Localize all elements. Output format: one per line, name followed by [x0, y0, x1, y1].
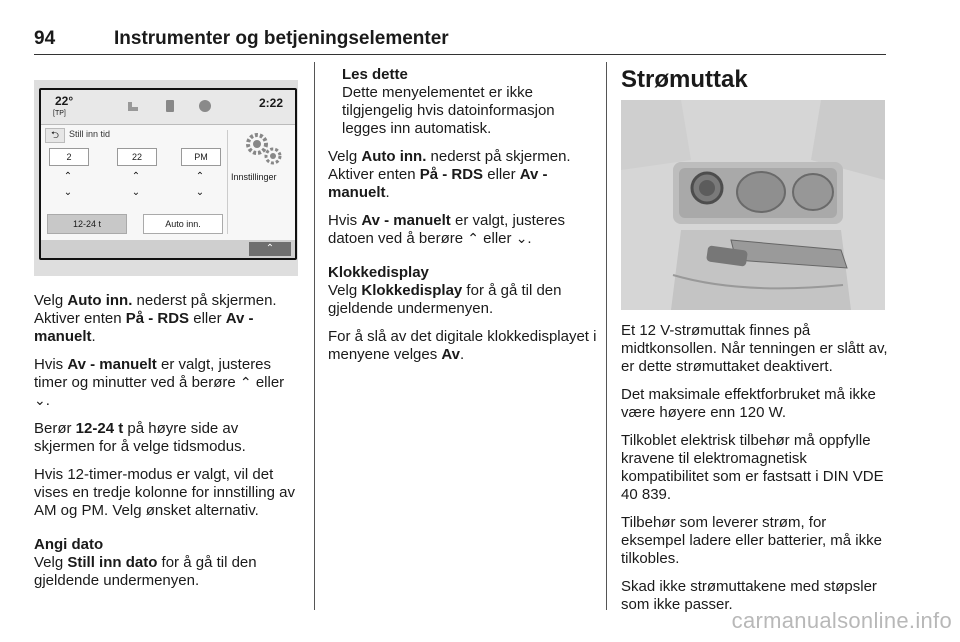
screen-divider — [227, 130, 228, 234]
minute-up-icon[interactable]: ⌃ — [131, 171, 141, 182]
subheading-angi-dato: Angi dato — [34, 536, 104, 553]
note-box — [342, 66, 598, 138]
settings-label[interactable]: Innstillinger — [231, 172, 277, 182]
paragraph: Et 12 V-strømuttak finnes på midtkonsollen. Når tenningen er slått av, er dette strømuttaket deaktivert. — [621, 322, 888, 375]
paragraph: Velg Auto inn. nederst på skjermen. Aktiver enten På - RDS eller Av - manuelt. — [328, 148, 571, 201]
infotainment-screen — [39, 88, 297, 260]
ampm-down-icon[interactable]: ⌄ — [195, 187, 205, 198]
paragraph: Skad ikke strømuttakene med støpsler som ikke passer. — [621, 578, 877, 613]
ampm-field: PM — [181, 148, 221, 166]
note-text: Dette menyelementet er ikke tilgjengelig hvis datoinformasjon legges inn automatisk. — [342, 84, 555, 137]
paragraph: For å slå av det digitale klokkedisplayet i menyene velges Av. — [328, 328, 597, 363]
status-bar — [41, 90, 295, 125]
note-title: Les dette — [342, 66, 408, 83]
hour-field: 2 — [49, 148, 89, 166]
hour-up-icon[interactable]: ⌃ — [63, 171, 73, 182]
paragraph: Tilkoblet elektrisk tilbehør må oppfylle kravene til elektromagnetisk kompatibilitet som er fastsatt i DIN VDE 40 839. — [621, 432, 884, 503]
console-illustration — [621, 100, 885, 310]
globe-icon — [199, 100, 211, 112]
column-1 — [34, 292, 302, 600]
paragraph: Tilbehør som leverer strøm, for eksempel ladere eller batterier, må ikke tilkobles. — [621, 514, 882, 567]
section-title: Strømuttak — [621, 66, 748, 93]
page-number: 94 — [34, 28, 56, 49]
tp-indicator: [TP] — [53, 110, 66, 117]
clock-settings-figure — [34, 80, 298, 276]
paragraph: Hvis 12-timer-modus er valgt, vil det vises en tredje kolonne for innstilling av AM og PM. Velg ønsket alternativ. — [34, 466, 295, 519]
12-24-button[interactable]: 12-24 t — [47, 214, 127, 234]
power-outlet-figure — [621, 100, 885, 310]
column-divider-left — [314, 62, 315, 610]
minute-field: 22 — [117, 148, 157, 166]
gears-icon[interactable] — [241, 130, 287, 170]
paragraph: Velg Still inn dato for å gå til den gjeldende undermenyen. — [34, 554, 257, 589]
up-arrow-icon: ⌃ — [467, 231, 479, 247]
down-arrow-icon: ⌄ — [34, 393, 46, 409]
paragraph: Det maksimale effektforbruket må ikke være høyere enn 120 W. — [621, 386, 876, 421]
paragraph: Berør 12-24 t på høyre side av skjermen for å velge tidsmodus. — [34, 420, 246, 455]
column-2 — [328, 66, 598, 374]
paragraph: Velg Klokkedisplay for å gå til den gjeldende undermenyen. — [328, 282, 562, 317]
back-icon[interactable]: ⮌ — [45, 128, 65, 143]
watermark: carmanualsonline.info — [731, 608, 952, 633]
page-title: Instrumenter og betjeningselementer — [114, 28, 449, 49]
bottom-bar — [41, 240, 295, 258]
phone-icon — [165, 99, 179, 113]
up-arrow-icon: ⌃ — [239, 375, 252, 391]
back-row — [41, 126, 221, 144]
clock-readout: 2:22 — [258, 96, 283, 110]
collapse-icon[interactable]: ⌃ — [249, 242, 291, 256]
paragraph: Hvis Av - manuelt er valgt, justeres timer og minutter ved å berøre ⌃ eller ⌄. — [34, 356, 285, 409]
paragraph: Hvis Av - manuelt er valgt, justeres datoen ved å berøre ⌃ eller ⌄. — [328, 212, 566, 247]
seat-icon — [125, 99, 139, 113]
page-header — [34, 28, 886, 55]
menu-title: Still inn tid — [69, 129, 111, 139]
column-3 — [621, 322, 889, 624]
ampm-up-icon[interactable]: ⌃ — [195, 171, 205, 182]
hour-down-icon[interactable]: ⌄ — [63, 187, 73, 198]
subheading-klokkedisplay: Klokkedisplay — [328, 264, 429, 281]
paragraph: Velg Auto inn. nederst på skjermen. Aktiver enten På - RDS eller Av - manuelt. — [34, 292, 277, 345]
down-arrow-icon: ⌄ — [515, 231, 528, 247]
column-divider-right — [606, 62, 607, 610]
temperature-readout: 22° — [55, 94, 74, 108]
minute-down-icon[interactable]: ⌄ — [131, 187, 141, 198]
auto-set-button[interactable]: Auto inn. — [143, 214, 223, 234]
